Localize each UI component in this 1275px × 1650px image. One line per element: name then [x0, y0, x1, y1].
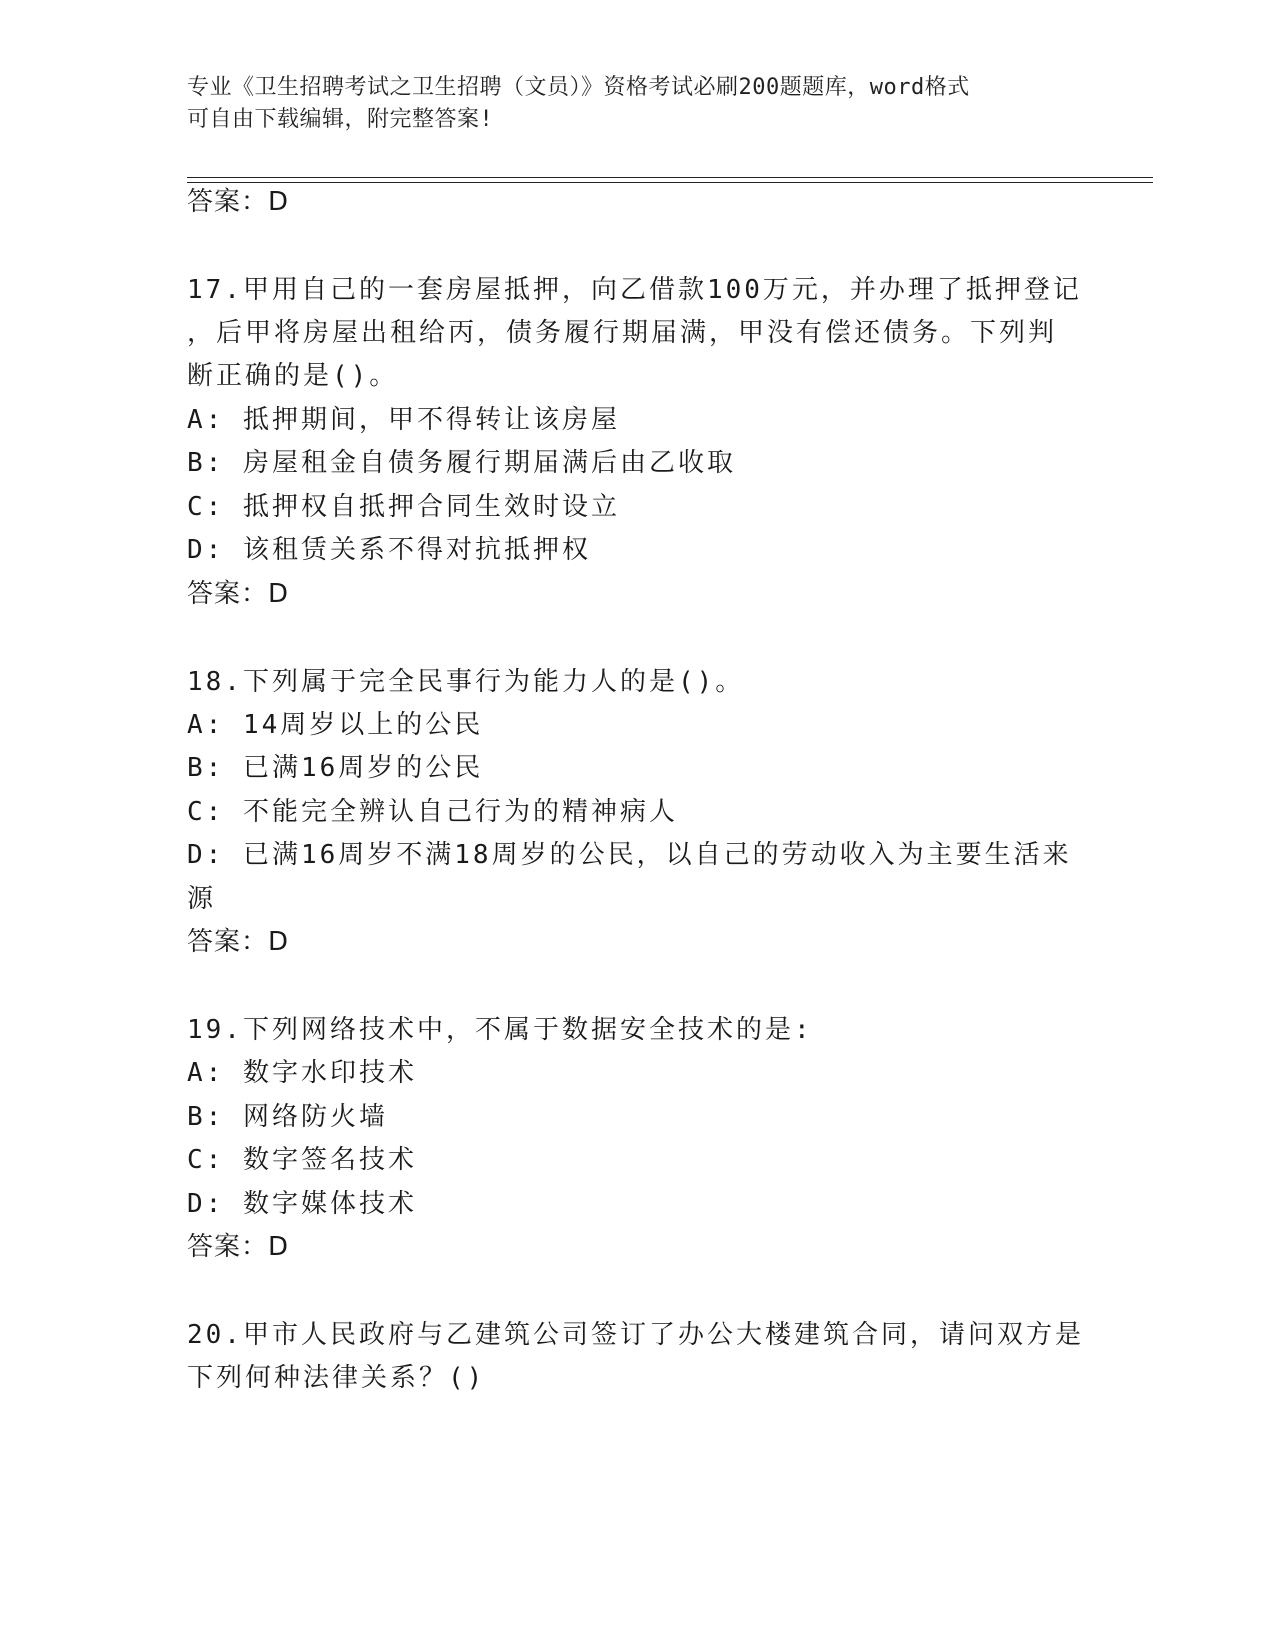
q20-stem-line-1: 20.甲市人民政府与乙建筑公司签订了办公大楼建筑合同，请问双方是 [187, 1320, 1084, 1350]
q19-option-d: D: 数字媒体技术 [187, 1189, 417, 1219]
q19-option-a: A: 数字水印技术 [187, 1058, 417, 1088]
q19-stem-line-1: 19.下列网络技术中，不属于数据安全技术的是: [187, 1015, 813, 1045]
header-divider-top [187, 177, 1153, 178]
header-line-1: 专业《卫生招聘考试之卫生招聘（文员）》资格考试必刷200题题库，word格式 [187, 75, 970, 100]
q17-option-c: C: 抵押权自抵押合同生效时设立 [187, 492, 620, 522]
q17-option-d: D: 该租赁关系不得对抗抵押权 [187, 535, 591, 565]
q17-stem-line-2: ，后甲将房屋出租给丙，债务履行期届满，甲没有偿还债务。下列判 [187, 318, 1058, 348]
q17-option-b: B: 房屋租金自债务履行期届满后由乙收取 [187, 448, 736, 478]
q19-option-c: C: 数字签名技术 [187, 1145, 417, 1175]
document-header [187, 72, 1067, 136]
q18-option-c: C: 不能完全辨认自己行为的精神病人 [187, 797, 678, 827]
q18-option-d-cont: 源 [187, 884, 217, 914]
header-divider-bottom [187, 182, 1153, 183]
q19-answer: 答案：D [187, 1232, 290, 1262]
q20-stem-line-2: 下列何种法律关系？() [187, 1363, 486, 1393]
q18-stem-line-1: 18.下列属于完全民事行为能力人的是()。 [187, 667, 745, 697]
answer-prev: 答案：D [187, 187, 290, 217]
q17-answer: 答案：D [187, 579, 290, 609]
q19-option-b: B: 网络防火墙 [187, 1102, 388, 1132]
q17-option-a: A: 抵押期间，甲不得转让该房屋 [187, 405, 620, 435]
q18-option-d: D: 已满16周岁不满18周岁的公民，以自己的劳动收入为主要生活来 [187, 840, 1072, 870]
header-line-2: 可自由下载编辑，附完整答案! [187, 107, 494, 132]
q18-option-a: A: 14周岁以上的公民 [187, 710, 484, 740]
q18-option-b: B: 已满16周岁的公民 [187, 753, 484, 783]
q17-stem-line-3: 断正确的是()。 [187, 361, 399, 391]
q17-stem-line-1: 17.甲用自己的一套房屋抵押，向乙借款100万元，并办理了抵押登记 [187, 275, 1082, 305]
q18-answer: 答案：D [187, 927, 290, 957]
